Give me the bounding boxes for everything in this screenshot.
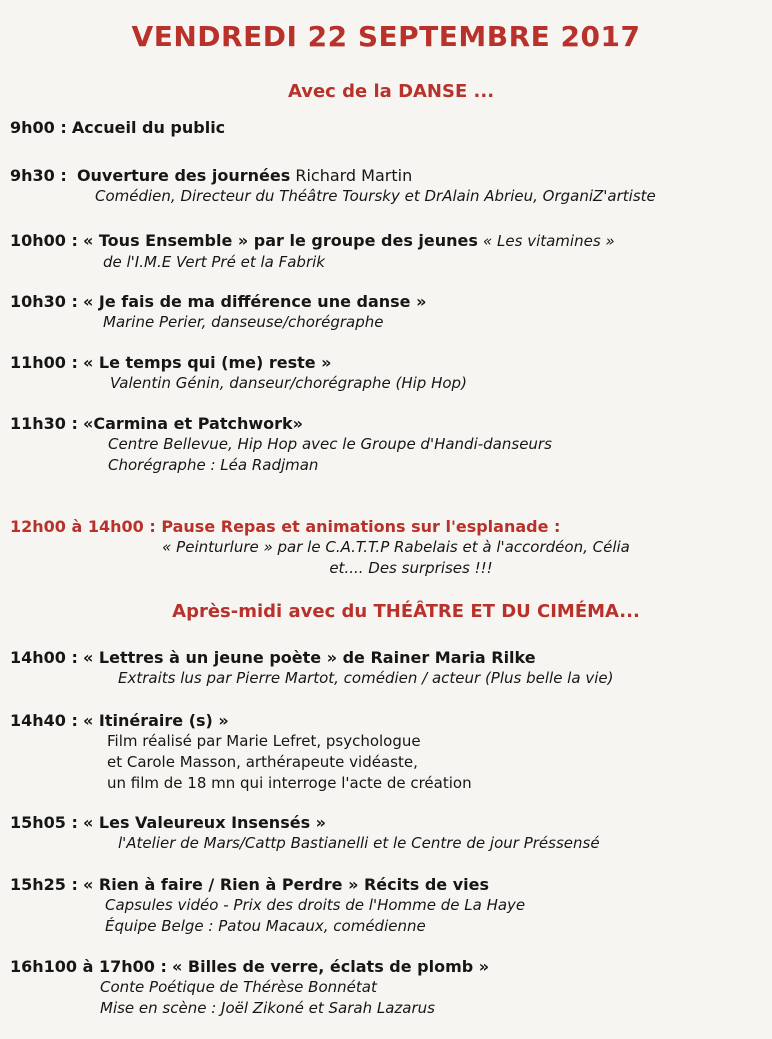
entry-detail: Extraits lus par Pierre Martot, comédien / acteur (Plus belle la vie): [118, 669, 614, 687]
entry-detail: Conte Poétique de Thérèse Bonnétat: [100, 978, 377, 996]
schedule-entry: [10, 957, 489, 1019]
pause-title: 12h00 à 14h00 : Pause Repas et animations sur l'esplanade :: [10, 517, 561, 536]
entry-detail: Équipe Belge : Patou Macaux, comédienne: [105, 917, 426, 935]
entry-title: Accueil du public: [71, 118, 226, 137]
entry-title: « Les Valeureux Insensés »: [82, 813, 326, 832]
entry-detail: l'Atelier de Mars/Cattp Bastianelli et le Centre de jour Préssensé: [118, 834, 600, 852]
entry-detail: de l'I.M.E Vert Pré et la Fabrik: [103, 253, 325, 271]
entry-time: 11h00 :: [10, 353, 78, 372]
entry-detail: Marine Perier, danseuse/chorégraphe: [103, 313, 384, 331]
entry-title: « Billes de verre, éclats de plomb »: [171, 957, 490, 976]
entry-detail: et Carole Masson, arthérapeute vidéaste,: [107, 753, 418, 771]
schedule-entry: [10, 166, 656, 207]
section-heading-theatre: Après-midi avec du THÉÂTRE ET DU CIMÉMA...: [172, 601, 640, 622]
entry-title: « Tous Ensemble » par le groupe des jeunes: [82, 231, 478, 250]
section-heading-danse: Avec de la DANSE ...: [287, 81, 495, 102]
schedule-entry: [10, 353, 467, 394]
entry-time: 10h30 :: [10, 292, 78, 311]
entry-title: « Rien à faire / Rien à Perdre » Récits de vies: [82, 875, 490, 894]
schedule-entry: [10, 648, 613, 689]
entry-detail: Film réalisé par Marie Lefret, psychologue: [107, 732, 421, 750]
entry-time: 11h30 :: [10, 414, 78, 433]
entry-title: « Je fais de ma différence une danse »: [82, 292, 427, 311]
schedule-entry: [10, 875, 525, 937]
entry-title: « Le temps qui (me) reste »: [82, 353, 332, 372]
entry-title-italic: « Les vitamines »: [483, 232, 615, 250]
pause-block: [10, 517, 762, 579]
entry-time: 15h25 :: [10, 875, 78, 894]
entry-title: « Lettres à un jeune poète » de Rainer Maria Rilke: [82, 648, 536, 667]
schedule-entry: [10, 118, 225, 138]
entry-detail: Valentin Génin, danseur/chorégraphe (Hip Hop): [110, 374, 467, 392]
entry-title: Ouverture des journées: [76, 166, 291, 185]
entry-detail: Mise en scène : Joël Zikoné et Sarah Lazarus: [100, 999, 435, 1017]
entry-title-name: Richard Martin: [295, 166, 413, 185]
entry-time: 15h05 :: [10, 813, 78, 832]
page-title: VENDREDI 22 SEPTEMBRE 2017: [131, 20, 641, 53]
entry-time: 9h30 :: [10, 166, 67, 185]
entry-time: 10h00 :: [10, 231, 78, 250]
entry-detail: Centre Bellevue, Hip Hop avec le Groupe d'Handi-danseurs: [108, 435, 552, 453]
schedule-entry: [10, 231, 615, 273]
entry-detail: Comédien, Directeur du Théâtre Toursky et DrAlain Abrieu, OrganiZ'artiste: [95, 187, 656, 205]
entry-time: 9h00 :: [10, 118, 67, 137]
entry-time: 14h40 :: [10, 711, 78, 730]
schedule-entry: [10, 414, 552, 476]
entry-detail: un film de 18 mn qui interroge l'acte de création: [107, 774, 472, 792]
pause-detail: et.... Des surprises !!!: [329, 559, 493, 577]
entry-time: 16h100 à 17h00 :: [10, 957, 167, 976]
schedule-entry: [10, 813, 600, 854]
entry-title: « Itinéraire (s) »: [82, 711, 229, 730]
pause-detail: « Peinturlure » par le C.A.T.T.P Rabelais et à l'accordéon, Célia: [162, 538, 630, 556]
entry-title: «Carmina et Patchwork»: [82, 414, 303, 433]
entry-detail: Chorégraphe : Léa Radjman: [108, 456, 319, 474]
schedule-entry: [10, 292, 426, 333]
schedule-entry: [10, 711, 472, 794]
entry-time: 14h00 :: [10, 648, 78, 667]
entry-detail: Capsules vidéo - Prix des droits de l'Homme de La Haye: [105, 896, 526, 914]
